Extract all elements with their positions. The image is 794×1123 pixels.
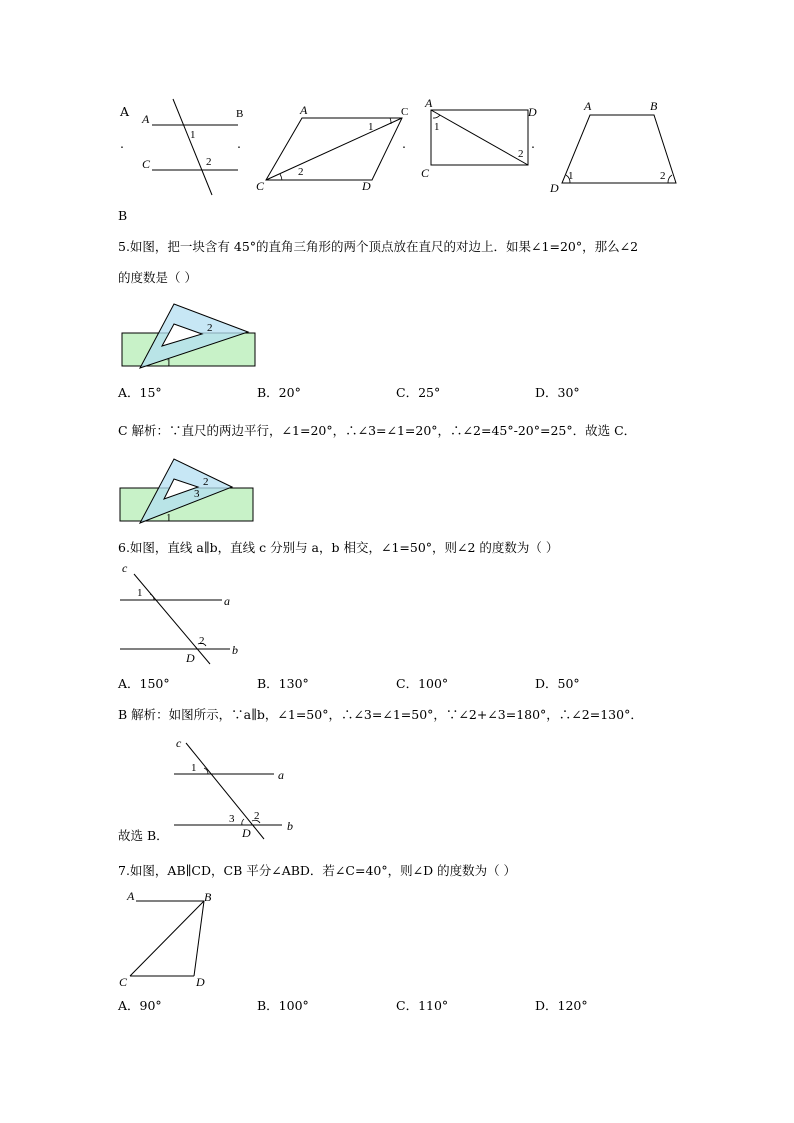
q5s-angle-2: 2 bbox=[203, 476, 209, 488]
q4-figure-b bbox=[254, 100, 414, 195]
q6-angle-1: 1 bbox=[137, 587, 143, 599]
q4d-point-D: D bbox=[550, 181, 559, 195]
q4a-angle-2: 2 bbox=[206, 156, 212, 168]
q6s-angle-2: 2 bbox=[254, 810, 260, 822]
q6s-line-b: b bbox=[287, 819, 293, 833]
q4c-angle-2: 2 bbox=[518, 148, 524, 160]
q4b-point-D: D bbox=[362, 179, 371, 193]
q7-stem: 7.如图，AB∥CD，CB 平分∠ABD．若∠C=40°，则∠D 的度数为（ ） bbox=[118, 863, 517, 878]
q5-option-d[interactable]: D．30° bbox=[535, 385, 580, 400]
q7-option-a[interactable]: A．90° bbox=[118, 998, 162, 1013]
q6-solution-figure bbox=[170, 733, 305, 843]
q7-point-D: D bbox=[196, 975, 205, 989]
q7-point-B: B bbox=[204, 890, 212, 904]
q6s-angle-1: 1 bbox=[191, 762, 197, 774]
q7-option-c[interactable]: C．110° bbox=[396, 998, 449, 1013]
q6-angle-2: 2 bbox=[199, 635, 205, 647]
q5-option-b[interactable]: B．20° bbox=[257, 385, 301, 400]
q5-angle-2: 2 bbox=[207, 322, 213, 334]
q6s-line-c: c bbox=[176, 736, 182, 750]
q7-option-d[interactable]: D．120° bbox=[535, 998, 588, 1013]
q5s-angle-3: 3 bbox=[194, 488, 200, 500]
q6-stem: 6.如图，直线 a∥b，直线 c 分别与 a，b 相交，∠1=50°，则∠2 的度数为（ ） bbox=[118, 540, 559, 555]
q4b-point-C: C bbox=[401, 106, 409, 118]
q4b-angle-2: 2 bbox=[298, 166, 304, 178]
q7-figure bbox=[116, 887, 221, 992]
q4-figure-c bbox=[420, 95, 545, 185]
q6-option-d[interactable]: D．50° bbox=[535, 676, 580, 691]
q4-dot-1: . bbox=[120, 136, 124, 151]
q6s-line-a: a bbox=[278, 768, 284, 782]
q6-option-b[interactable]: B．130° bbox=[257, 676, 309, 691]
q6-point-D: D bbox=[186, 651, 195, 665]
q4c-point-A: A bbox=[425, 96, 433, 110]
q5-stem-line1: 5.如图，把一块含有 45°的直角三角形的两个顶点放在直尺的对边上．如果∠1=20°，那么∠2 bbox=[118, 239, 639, 254]
q4b-point-Cl: C bbox=[256, 179, 265, 193]
q7-point-C: C bbox=[119, 975, 128, 989]
q4-figure-a bbox=[140, 95, 250, 200]
q6-option-a[interactable]: A．150° bbox=[118, 676, 170, 691]
q5-option-c[interactable]: C．25° bbox=[396, 385, 441, 400]
q4a-point-A: A bbox=[142, 112, 150, 126]
q5-stem-line2: 的度数是（ ） bbox=[118, 270, 197, 285]
q4a-angle-1: 1 bbox=[190, 129, 196, 141]
q6-conclusion: 故选 B． bbox=[118, 828, 169, 843]
q5-angle-1: 1 bbox=[166, 357, 172, 369]
q6-figure bbox=[118, 560, 248, 670]
q4d-point-B: B bbox=[650, 99, 658, 113]
q4c-point-D: D bbox=[528, 105, 537, 119]
q6-solution: B 解析：如图所示，∵a∥b，∠1=50°，∴∠3=∠1=50°，∵∠2+∠3=180°，∴∠2=130°． bbox=[118, 707, 643, 722]
q4c-angle-1: 1 bbox=[434, 121, 440, 133]
q4b-angle-1: 1 bbox=[368, 121, 374, 133]
q4-answer: B bbox=[118, 208, 128, 223]
q4-dot-2: . bbox=[237, 136, 241, 151]
q4d-angle-2: 2 bbox=[660, 170, 666, 182]
q4-dot-3: . bbox=[402, 136, 406, 151]
q6s-angle-3: 3 bbox=[229, 813, 235, 825]
q5-solution-figure bbox=[118, 455, 258, 527]
q6-line-b: b bbox=[232, 643, 238, 657]
q4-dot-4: . bbox=[531, 136, 535, 151]
q5s-angle-1: 1 bbox=[166, 512, 172, 524]
q6-line-a: a bbox=[224, 594, 230, 608]
q6-line-c: c bbox=[122, 561, 128, 575]
q4a-point-C: C bbox=[142, 157, 151, 171]
q4a-point-B: B bbox=[236, 108, 244, 120]
q5-figure bbox=[120, 300, 260, 372]
q7-option-b[interactable]: B．100° bbox=[257, 998, 309, 1013]
q6-option-c[interactable]: C．100° bbox=[396, 676, 449, 691]
q4-figure-d bbox=[548, 95, 683, 195]
q5-option-a[interactable]: A．15° bbox=[118, 385, 162, 400]
q4d-angle-1: 1 bbox=[568, 170, 574, 182]
q5-solution: C 解析：∵直尺的两边平行，∠1=20°，∴∠3=∠1=20°，∴∠2=45°-20°=25°．故选 C． bbox=[118, 423, 637, 438]
q4c-point-C: C bbox=[421, 166, 430, 180]
q7-point-A: A bbox=[127, 889, 135, 903]
q4d-point-A: A bbox=[584, 99, 592, 113]
q4b-point-A: A bbox=[300, 103, 308, 117]
q4-option-a-label: A bbox=[120, 104, 130, 119]
q6s-point-D: D bbox=[242, 826, 251, 840]
